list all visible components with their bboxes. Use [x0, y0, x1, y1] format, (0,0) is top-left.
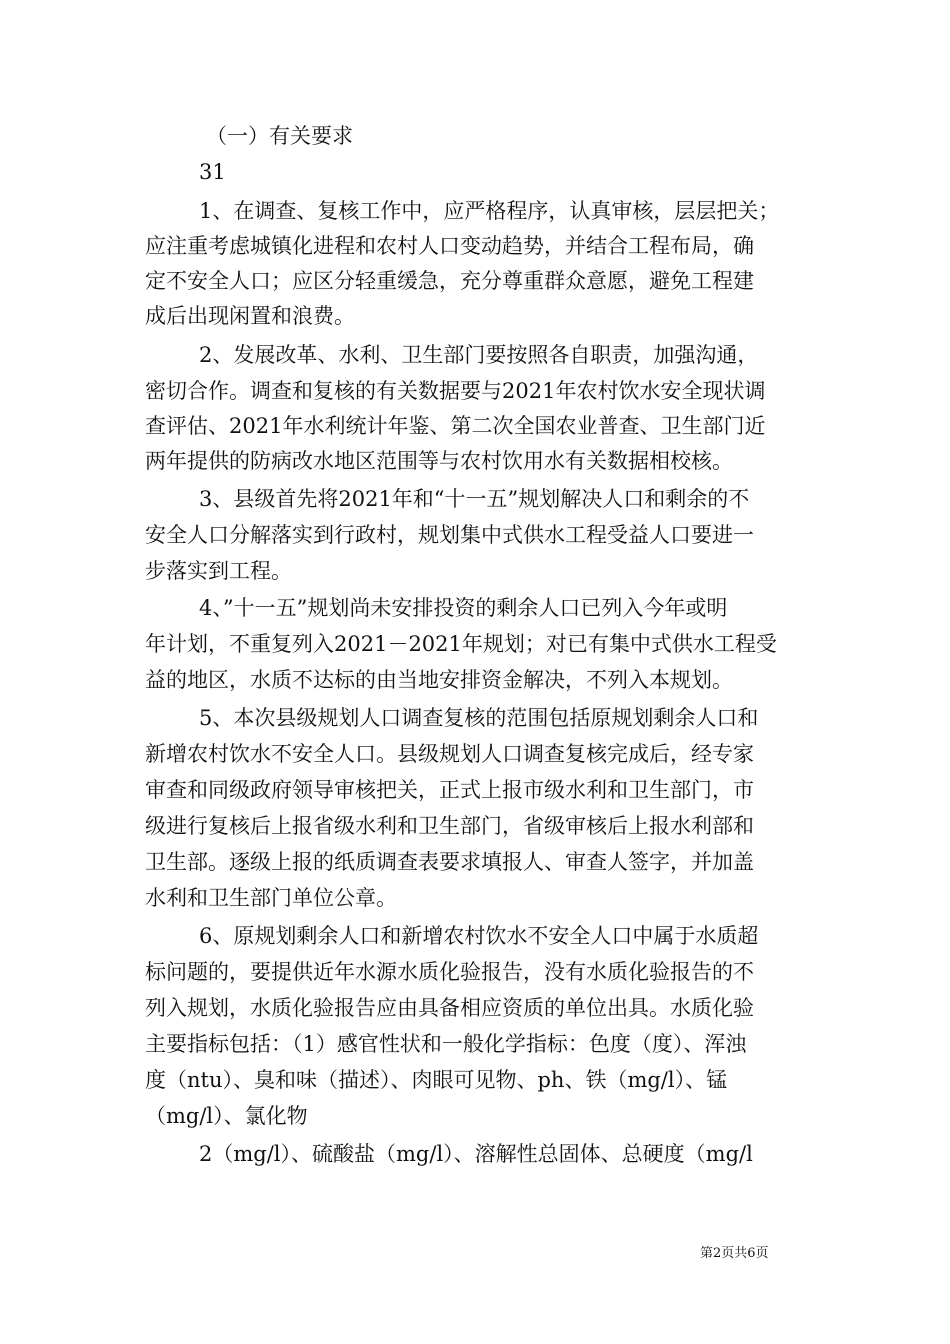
text-line: 两年提供的防病改水地区范围等与农村饮用水有关数据相校核。 — [145, 449, 733, 473]
text-line: 3、县级首先将2021年和“十一五”规划解决人口和剩余的不 — [199, 487, 750, 511]
section-heading: （一）有关要求 — [206, 124, 353, 148]
text-line: 4、”十一五”规划尚未安排投资的剩余人口已列入今年或明 — [199, 596, 728, 620]
page-footer: 第2页共6页 — [700, 1246, 769, 1261]
text-line: 审查和同级政府领导审核把关，正式上报市级水利和卫生部门，市 — [145, 778, 754, 802]
text-line: 度（ntu）、臭和味（描述）、肉眼可见物、ph、铁（mg/l）、锰 — [145, 1068, 728, 1092]
text-line: 卫生部。逐级上报的纸质调查表要求填报人、审查人签字，并加盖 — [145, 850, 754, 874]
text-line: 应注重考虑城镇化进程和农村人口变动趋势，并结合工程布局，确 — [145, 234, 754, 258]
text-line: 定不安全人口；应区分轻重缓急，充分尊重群众意愿，避免工程建 — [145, 269, 754, 293]
text-line: 成后出现闲置和浪费。 — [145, 304, 355, 328]
text-line: 密切合作。调查和复核的有关数据要与2021年农村饮水安全现状调 — [145, 379, 766, 403]
text-line: 新增农村饮水不安全人口。县级规划人口调查复核完成后，经专家 — [145, 742, 754, 766]
text-line: 级进行复核后上报省级水利和卫生部门，省级审核后上报水利部和 — [145, 814, 754, 838]
text-line: 查评估、2021年水利统计年鉴、第二次全国农业普查、卫生部门近 — [145, 414, 766, 438]
text-line: 年计划，不重复列入2021－2021年规划；对已有集中式供水工程受 — [145, 632, 777, 656]
text-line: （mg/l）、氯化物 — [145, 1104, 308, 1128]
text-line: 2、发展改革、水利、卫生部门要按照各自职责，加强沟通， — [199, 343, 759, 367]
text-line: 步落实到工程。 — [145, 559, 292, 583]
text-line: 列入规划，水质化验报告应由具备相应资质的单位出具。水质化验 — [145, 996, 754, 1020]
text-line: 益的地区，水质不达标的由当地安排资金解决，不列入本规划。 — [145, 668, 733, 692]
text-line: 2（mg/l）、硫酸盐（mg/l）、溶解性总固体、总硬度（mg/l — [199, 1142, 753, 1166]
page-ref-number: 31 — [199, 160, 226, 184]
text-line: 1、在调查、复核工作中，应严格程序，认真审核，层层把关； — [199, 199, 780, 223]
text-line: 标问题的，要提供近年水源水质化验报告，没有水质化验报告的不 — [145, 960, 754, 984]
text-line: 主要指标包括：（1）感官性状和一般化学指标：色度（度）、浑浊 — [145, 1032, 747, 1056]
text-line: 安全人口分解落实到行政村，规划集中式供水工程受益人口要进一 — [145, 523, 754, 547]
text-line: 水利和卫生部门单位公章。 — [145, 886, 397, 910]
text-line: 6、原规划剩余人口和新增农村饮水不安全人口中属于水质超 — [199, 924, 759, 948]
text-line: 5、本次县级规划人口调查复核的范围包括原规划剩余人口和 — [199, 706, 759, 730]
